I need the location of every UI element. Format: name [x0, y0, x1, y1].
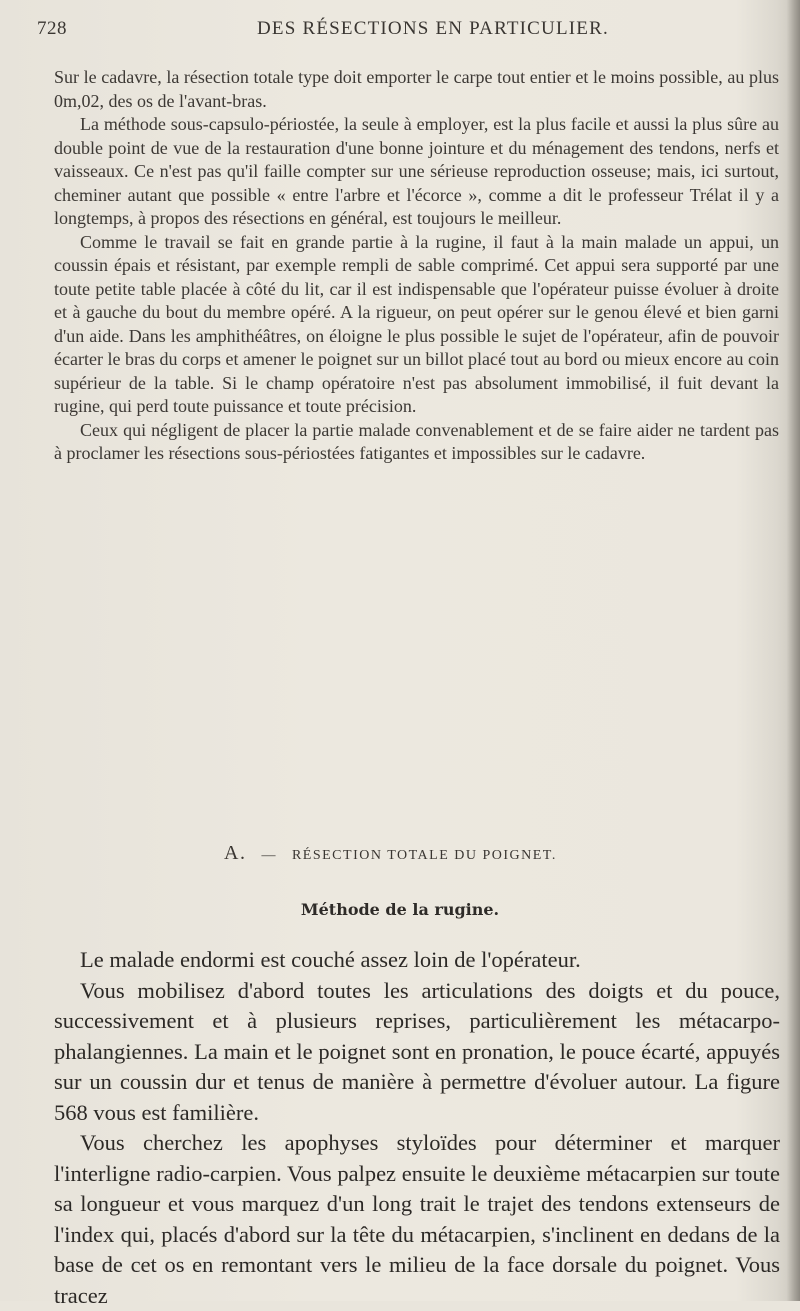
- paragraph: Ceux qui négligent de placer la partie malade convenablement et de se faire aider ne tardent pas à proclamer les résections sous-périostées fatigantes et impossibles sur le cadavre.: [54, 419, 779, 463]
- section-dash: —: [261, 848, 277, 863]
- subheading: Méthode de la rugine.: [300, 900, 500, 919]
- paragraph: Sur le cadavre, la résection totale type doit emporter le carpe tout entier et le moins possible, au plus 0m,02, des os de l'avant-bras.: [54, 67, 779, 111]
- body-text-section-1: [54, 66, 779, 466]
- page-edge-shadow: [786, 0, 800, 1301]
- paragraph: Vous cherchez les apophyses styloïdes pour déterminer et marquer l'interligne radio-carpien. Vous palpez ensuite le deuxième métacarpien sur toute sa longueur et vous marquez d'un long trait le trajet des tendons extenseurs de l'index qui, placés d'abord sur la tête du métacarpien, s'inclinent en dedans de la base de cet os en remontant vers le milieu de la face dorsale du poignet. Vous tracez: [54, 1130, 780, 1308]
- paragraph: Comme le travail se fait en grande partie à la rugine, il faut à la main malade un appui, un coussin épais et résistant, par exemple rempli de sable comprimé. Cet appui sera supporté par une toute petite table placée à côté du lit, car il est indispensable que l'opérateur puisse évoluer à droite et à gauche du bout du membre opéré. A la rigueur, on peut opérer sur le genou élevé et bien garni d'un aide. Dans les amphithéâtres, on éloigne le plus possible le sujet de l'opérateur, afin de pouvoir écarter le bras du corps et amener le poignet sur un billot placé tout au bord ou mieux encore au coin supérieur de la table. Si le champ opératoire n'est pas absolument immobilisé, il fuit devant la rugine, qui perd toute puissance et toute précision.: [54, 231, 779, 416]
- paragraph: Le malade endormi est couché assez loin de l'opérateur.: [80, 947, 581, 972]
- page-number: 728: [37, 18, 67, 39]
- paragraph: La méthode sous-capsulo-périostée, la seule à employer, est la plus facile et aussi la plus sûre au double point de vue de la restauration d'une bonne jointure et du ménagement des tendons, nerfs et vaisseaux. Ce n'est pas qu'il faille compter sur une sérieuse reproduction osseuse; mais, ici surtout, cheminer autant que possible « entre l'arbre et l'écorce », comme a dit le professeur Trélat il y a longtemps, à propos des résections en général, est toujours le meilleur.: [54, 114, 779, 228]
- section-letter: A.: [224, 842, 247, 864]
- paragraph: Vous mobilisez d'abord toutes les articulations des doigts et du pouce, successivement et à plusieurs reprises, particulièrement les métacarpo-phalangiennes. La main et le poignet sont en pronation, le pouce écarté, appuyés sur un coussin dur et tenus de manière à permettre d'évoluer autour. La figure 568 vous est familière.: [54, 977, 780, 1125]
- section-title: [224, 842, 724, 865]
- section-title-text: RÉSECTION TOTALE DU POIGNET.: [291, 848, 557, 863]
- body-text-section-2: [54, 945, 780, 1311]
- running-title: DES RÉSECTIONS EN PARTICULIER.: [257, 18, 609, 39]
